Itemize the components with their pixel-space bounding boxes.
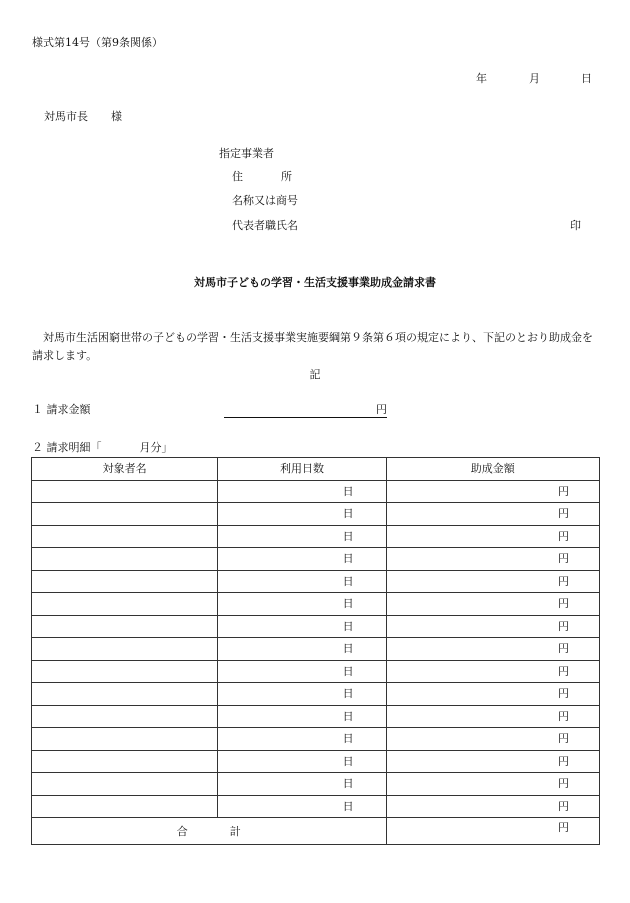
day-unit: 日	[342, 574, 354, 588]
yen-unit: 円	[558, 529, 569, 543]
usage-days-cell[interactable]	[218, 525, 386, 548]
document-title: 対馬市子どもの学習・生活支援事業助成金請求書	[194, 276, 436, 289]
yen-unit: 円	[558, 574, 569, 588]
usage-days-cell[interactable]	[218, 548, 386, 571]
grant-amount-cell[interactable]	[386, 480, 599, 503]
grant-amount-cell[interactable]	[386, 525, 599, 548]
operator-representative-label: 代表者職氏名	[232, 219, 298, 232]
table-header-row	[32, 458, 600, 481]
usage-days-cell[interactable]	[218, 705, 386, 728]
header-grant-amount: 助成金額	[386, 458, 599, 481]
section2-prefix: ２ 請求明細「	[32, 441, 102, 454]
grant-amount-cell[interactable]	[386, 705, 599, 728]
grant-amount-cell[interactable]	[386, 795, 599, 818]
total-amount-cell[interactable]	[386, 818, 599, 845]
total-row	[32, 818, 600, 845]
yen-unit: 円	[558, 709, 569, 723]
usage-days-cell[interactable]	[218, 750, 386, 773]
yen-unit: 円	[558, 642, 569, 656]
form-number: 様式第14号（第9条関係）	[32, 36, 163, 49]
recipient-name-cell[interactable]	[32, 773, 218, 796]
recipient-name-cell[interactable]	[32, 548, 218, 571]
recipient-name-cell[interactable]	[32, 638, 218, 661]
day-unit: 日	[342, 664, 354, 678]
grant-amount-cell[interactable]	[386, 683, 599, 706]
yen-unit: 円	[558, 732, 569, 746]
usage-days-cell[interactable]	[218, 660, 386, 683]
grant-amount-cell[interactable]	[386, 593, 599, 616]
recipient-name-cell[interactable]	[32, 683, 218, 706]
table-body	[32, 480, 600, 818]
recipient-name-cell[interactable]	[32, 750, 218, 773]
addressee-name: 対馬市長	[44, 110, 88, 123]
table-row	[32, 773, 600, 796]
usage-days-cell[interactable]	[218, 638, 386, 661]
yen-unit: 円	[558, 507, 569, 521]
total-label	[32, 818, 387, 845]
usage-days-cell[interactable]	[218, 683, 386, 706]
day-unit: 日	[342, 552, 354, 566]
day-unit: 日	[342, 709, 354, 723]
yen-unit: 円	[558, 754, 569, 768]
grant-amount-cell[interactable]	[386, 638, 599, 661]
day-unit: 日	[342, 642, 354, 656]
day-unit: 日	[342, 777, 354, 791]
header-recipient-name: 対象者名	[32, 458, 218, 481]
day-unit: 日	[342, 507, 354, 521]
yen-unit: 円	[558, 799, 569, 813]
claim-amount-field[interactable]	[224, 404, 387, 418]
section1-label: １ 請求金額	[32, 403, 91, 416]
yen-unit: 円	[558, 552, 569, 566]
table-row	[32, 593, 600, 616]
grant-amount-cell[interactable]	[386, 548, 599, 571]
recipient-name-cell[interactable]	[32, 570, 218, 593]
usage-days-cell[interactable]	[218, 480, 386, 503]
day-unit: 日	[342, 754, 354, 768]
table-row	[32, 480, 600, 503]
day-unit: 日	[342, 597, 354, 611]
table-row	[32, 705, 600, 728]
claim-amount-unit: 円	[376, 403, 387, 416]
header-usage-days: 利用日数	[218, 458, 386, 481]
table-row	[32, 795, 600, 818]
day-unit: 日	[342, 619, 354, 633]
grant-amount-cell[interactable]	[386, 773, 599, 796]
recipient-name-cell[interactable]	[32, 705, 218, 728]
usage-days-cell[interactable]	[218, 503, 386, 526]
table-row	[32, 548, 600, 571]
usage-days-cell[interactable]	[218, 773, 386, 796]
seal-mark: 印	[570, 219, 581, 232]
table-row	[32, 525, 600, 548]
usage-days-cell[interactable]	[218, 615, 386, 638]
date-year-label: 年	[476, 72, 487, 85]
total-char-2: 計	[229, 824, 241, 838]
yen-unit: 円	[558, 619, 569, 633]
operator-title: 指定事業者	[219, 147, 274, 160]
recipient-name-cell[interactable]	[32, 728, 218, 751]
date-day-label: 日	[581, 72, 592, 85]
recipient-name-cell[interactable]	[32, 525, 218, 548]
table-row	[32, 615, 600, 638]
ki-heading: 記	[309, 368, 321, 381]
usage-days-cell[interactable]	[218, 593, 386, 616]
recipient-name-cell[interactable]	[32, 795, 218, 818]
recipient-name-cell[interactable]	[32, 660, 218, 683]
day-unit: 日	[342, 732, 354, 746]
operator-address-label	[232, 171, 292, 182]
total-char-1: 合	[176, 824, 188, 838]
address-char-1: 住	[232, 170, 243, 183]
table-row	[32, 728, 600, 751]
table-row	[32, 638, 600, 661]
yen-unit: 円	[558, 664, 569, 678]
yen-unit: 円	[558, 597, 569, 611]
table-row	[32, 683, 600, 706]
yen-unit: 円	[558, 777, 569, 791]
yen-unit: 円	[558, 484, 569, 498]
section2-suffix: 月分」	[139, 441, 173, 454]
recipient-name-cell[interactable]	[32, 593, 218, 616]
body-text: 対馬市生活困窮世帯の子どもの学習・生活支援事業実施要綱第９条第６項の規定により、下記のとおり助成金を請求します。	[32, 331, 593, 362]
operator-name-label: 名称又は商号	[232, 194, 298, 207]
recipient-name-cell[interactable]	[32, 480, 218, 503]
addressee-honorific: 様	[111, 110, 122, 123]
table-row	[32, 570, 600, 593]
table-row	[32, 750, 600, 773]
total-amount-unit: 円	[558, 821, 569, 834]
day-unit: 日	[342, 484, 354, 498]
addressee	[44, 111, 122, 122]
day-unit: 日	[342, 799, 354, 813]
detail-table	[31, 457, 600, 845]
grant-amount-cell[interactable]	[386, 750, 599, 773]
address-char-2: 所	[281, 170, 292, 183]
grant-amount-cell[interactable]	[386, 728, 599, 751]
grant-amount-cell[interactable]	[386, 570, 599, 593]
grant-amount-cell[interactable]	[386, 660, 599, 683]
section2-label	[32, 442, 173, 453]
usage-days-cell[interactable]	[218, 728, 386, 751]
table-row	[32, 660, 600, 683]
date-month-label: 月	[529, 72, 540, 85]
usage-days-cell[interactable]	[218, 795, 386, 818]
day-unit: 日	[342, 687, 354, 701]
recipient-name-cell[interactable]	[32, 615, 218, 638]
day-unit: 日	[342, 529, 354, 543]
yen-unit: 円	[558, 687, 569, 701]
table-row	[32, 503, 600, 526]
grant-amount-cell[interactable]	[386, 615, 599, 638]
recipient-name-cell[interactable]	[32, 503, 218, 526]
grant-amount-cell[interactable]	[386, 503, 599, 526]
usage-days-cell[interactable]	[218, 570, 386, 593]
